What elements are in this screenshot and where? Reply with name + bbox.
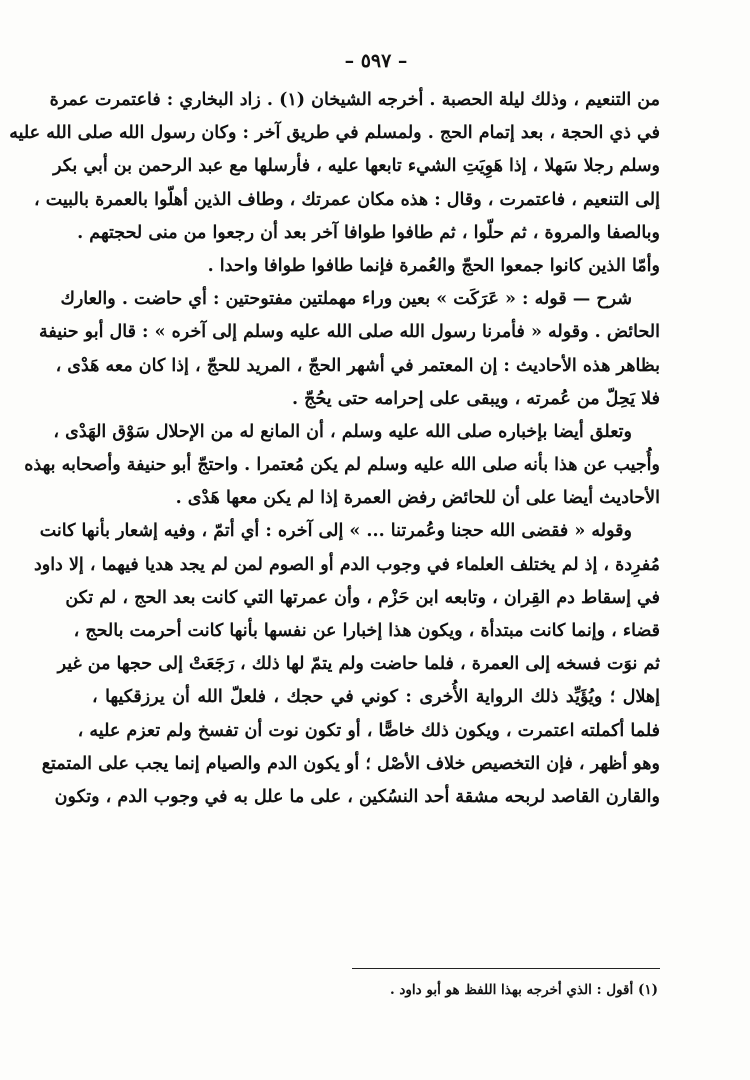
text-line: فلا يَحِلّ من عُمرته ، ويبقى على إحرامه حتى يحُجّ . [291,388,660,409]
text-line: شرح — قوله : « عَرَكَت » بعين وراء مهملتين مفتوحتين : أي حاضت . والعارك [60,289,632,310]
text-line: وقوله « فقضى الله حجنا وعُمرتنا ... » إلى آخره : أي أتمّ ، وفيه إشعار بأنها كانت [39,521,632,542]
text-line: ثم نوَت فسخه إلى العمرة ، فلما حاضت ولم يتمّ لها ذلك ، رَجَعَتْ إلى حجها من غير [57,654,660,675]
text-line: وتعلق أيضا بإخباره صلى الله عليه وسلم ، أن المانع له من الإحلال سَوْق الهَدْى ، [53,421,632,442]
text-line: مُفرِدة ، إذ لم يختلف العلماء في وجوب الدم أو الصوم لمن لم يجد هديا فيهما ، إلا داود [33,554,660,575]
paragraph-explanation [33,521,660,807]
text-line: الحائض . وقوله « فأمرنا رسول الله صلى الله عليه وسلم إلى آخره » : قال أبو حنيفة [38,322,660,343]
text-line: الأحاديث أيضا على أن للحائض رفض العمرة إذا لم يكن معها هَدْى . [175,488,660,509]
footnote: (١) أقول : الذي أخرجه بهذا اللفظ هو أبو داود . [389,982,658,998]
text-line: وسلم رجلا سَهلا ، إذا هَوِيَتِ الشيء تابعها عليه ، فأرسلها مع عبد الرحمن بن أبي بكر [53,156,660,177]
text-line: في ذي الحجة ، بعد إتمام الحج . ولمسلم في طريق آخر : وكان رسول الله صلى الله عليه [9,123,660,144]
text-line: وبالصفا والمروة ، ثم حلّوا ، ثم طافوا طوافا آخر بعد أن رجعوا من منى لحجتهم . [77,222,660,243]
text-line: بظاهر هذه الأحاديث : إن المعتمر في أشهر الحجّ ، المريد للحجّ ، إذا كان معه هَدْى ، [55,355,660,376]
text-line: والقارن القاصد لربحه مشقة أحد النسُكين ، على ما علل به في وجوب الدم ، وتكون [54,786,660,807]
text-line: قضاء ، وإنما كانت مبتدأة ، ويكون هذا إخبارا عن نفسها بأنها كانت أحرمت بالحج ، [73,621,660,641]
paragraph-hadith [9,90,660,276]
text-line: وأُجيب عن هذا بأنه صلى الله عليه وسلم لم يكن مُعتمرا . واحتجّ أبو حنيفة وأصحابه بهذه [24,455,660,476]
text-line: وأمّا الذين كانوا جمعوا الحجّ والعُمرة فإنما طافوا طوافا واحدا . [207,255,660,276]
paragraph-argument [24,421,660,509]
footnote-divider [352,968,660,969]
text-line: إلى التنعيم ، فاعتمرت ، وقال : هذه مكان عمرتك ، وطاف الذين أهلّوا بالعمرة بالبيت ، [33,189,660,210]
text-line: من التنعيم ، وذلك ليلة الحصبة . أخرجه الشيخان (١) . زاد البخاري : فاعتمرت عمرة [49,90,660,110]
paragraph-commentary [38,289,660,409]
text-line: في إسقاط دم القِران ، وتابعه ابن حَزْم ، وأن عمرتها التي كانت بعد الحج ، لم تكن [65,587,660,608]
page-number: – ٥٩٧ – [344,50,408,72]
text-line: إهلال ؛ ويُؤَيِّد ذلك الرواية الأُخرى : كوني في حجك ، فلعلّ الله أن يرزقكيها ، [92,687,660,708]
main-text [9,90,660,807]
text-line: فلما أكملته اعتمرت ، ويكون ذلك خاصًّا ، أو تكون نوت أن تفسخ ولم تعزم عليه ، [77,720,660,741]
text-line: وهو أظهر ، فإن التخصيص خلاف الأصْل ؛ أو يكون الدم والصيام إنما يجب على المتمتع [41,753,660,774]
